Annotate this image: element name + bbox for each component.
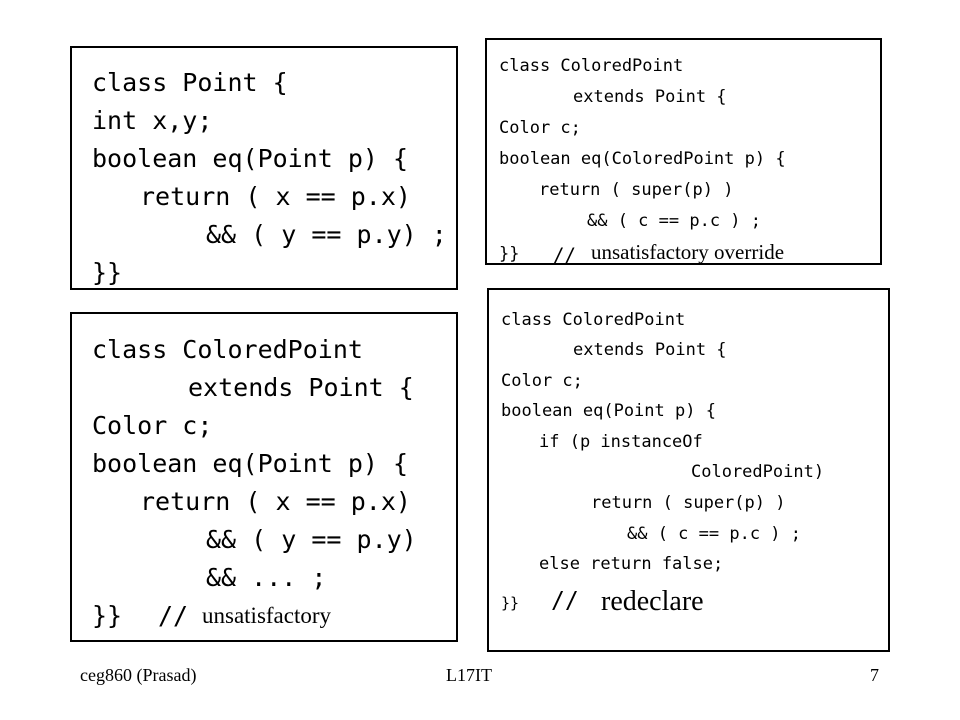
code-line: && ( y == p.y) [206,525,417,554]
code-line: && ... ; [206,563,327,592]
code-box-colored-point-unsatisfactory [70,312,458,642]
code-line: boolean eq(Point p) { [501,401,716,421]
code-line: Color c; [499,118,581,138]
code-line: return ( super(p) ) [539,180,734,200]
code-line: extends Point { [188,373,414,402]
code-line: extends Point { [573,87,727,107]
footer-lecture-id: L17IT [446,665,492,685]
code-line: class ColoredPoint [501,310,686,330]
code-line: }} [499,244,520,264]
code-line: }} [92,601,123,630]
code-line: ColoredPoint) [691,462,825,482]
code-line: && ( c == p.c ) ; [627,524,801,544]
code-line: Color c; [92,411,213,440]
code-box-colored-point-redeclare [487,288,890,652]
code-comment: unsatisfactory [202,603,332,628]
code-line: && ( y == p.y) ; [206,220,447,249]
code-line: return ( super(p) ) [591,493,786,513]
code-line: return ( x == p.x) [140,182,411,211]
code-line: extends Point { [573,340,727,360]
code-line: boolean eq(Point p) { [92,449,409,478]
code-line: return ( x == p.x) [140,487,411,516]
code-comment: redeclare [601,586,704,617]
code-box-colored-point-override [485,38,882,265]
comment-slashes: // [551,588,579,614]
code-line: class ColoredPoint [92,335,363,364]
code-line: class ColoredPoint [499,56,684,76]
code-comment: unsatisfactory override [591,240,785,264]
footer-page-number: 7 [870,665,879,685]
code-line: class Point { [92,68,288,97]
code-line: && ( c == p.c ) ; [587,211,761,231]
code-line: boolean eq(Point p) { [92,144,409,173]
comment-slashes: // [158,601,189,630]
code-box-point [70,46,458,290]
footer-course: ceg860 (Prasad) [80,665,197,685]
code-line: else return false; [539,554,724,574]
code-line: boolean eq(ColoredPoint p) { [499,149,786,169]
code-line: int x,y; [92,106,213,135]
comment-slashes: // [553,244,576,266]
code-line: }} [501,594,520,612]
code-line: Color c; [501,371,583,391]
code-line: }} [92,258,123,287]
code-line: if (p instanceOf [539,432,703,452]
